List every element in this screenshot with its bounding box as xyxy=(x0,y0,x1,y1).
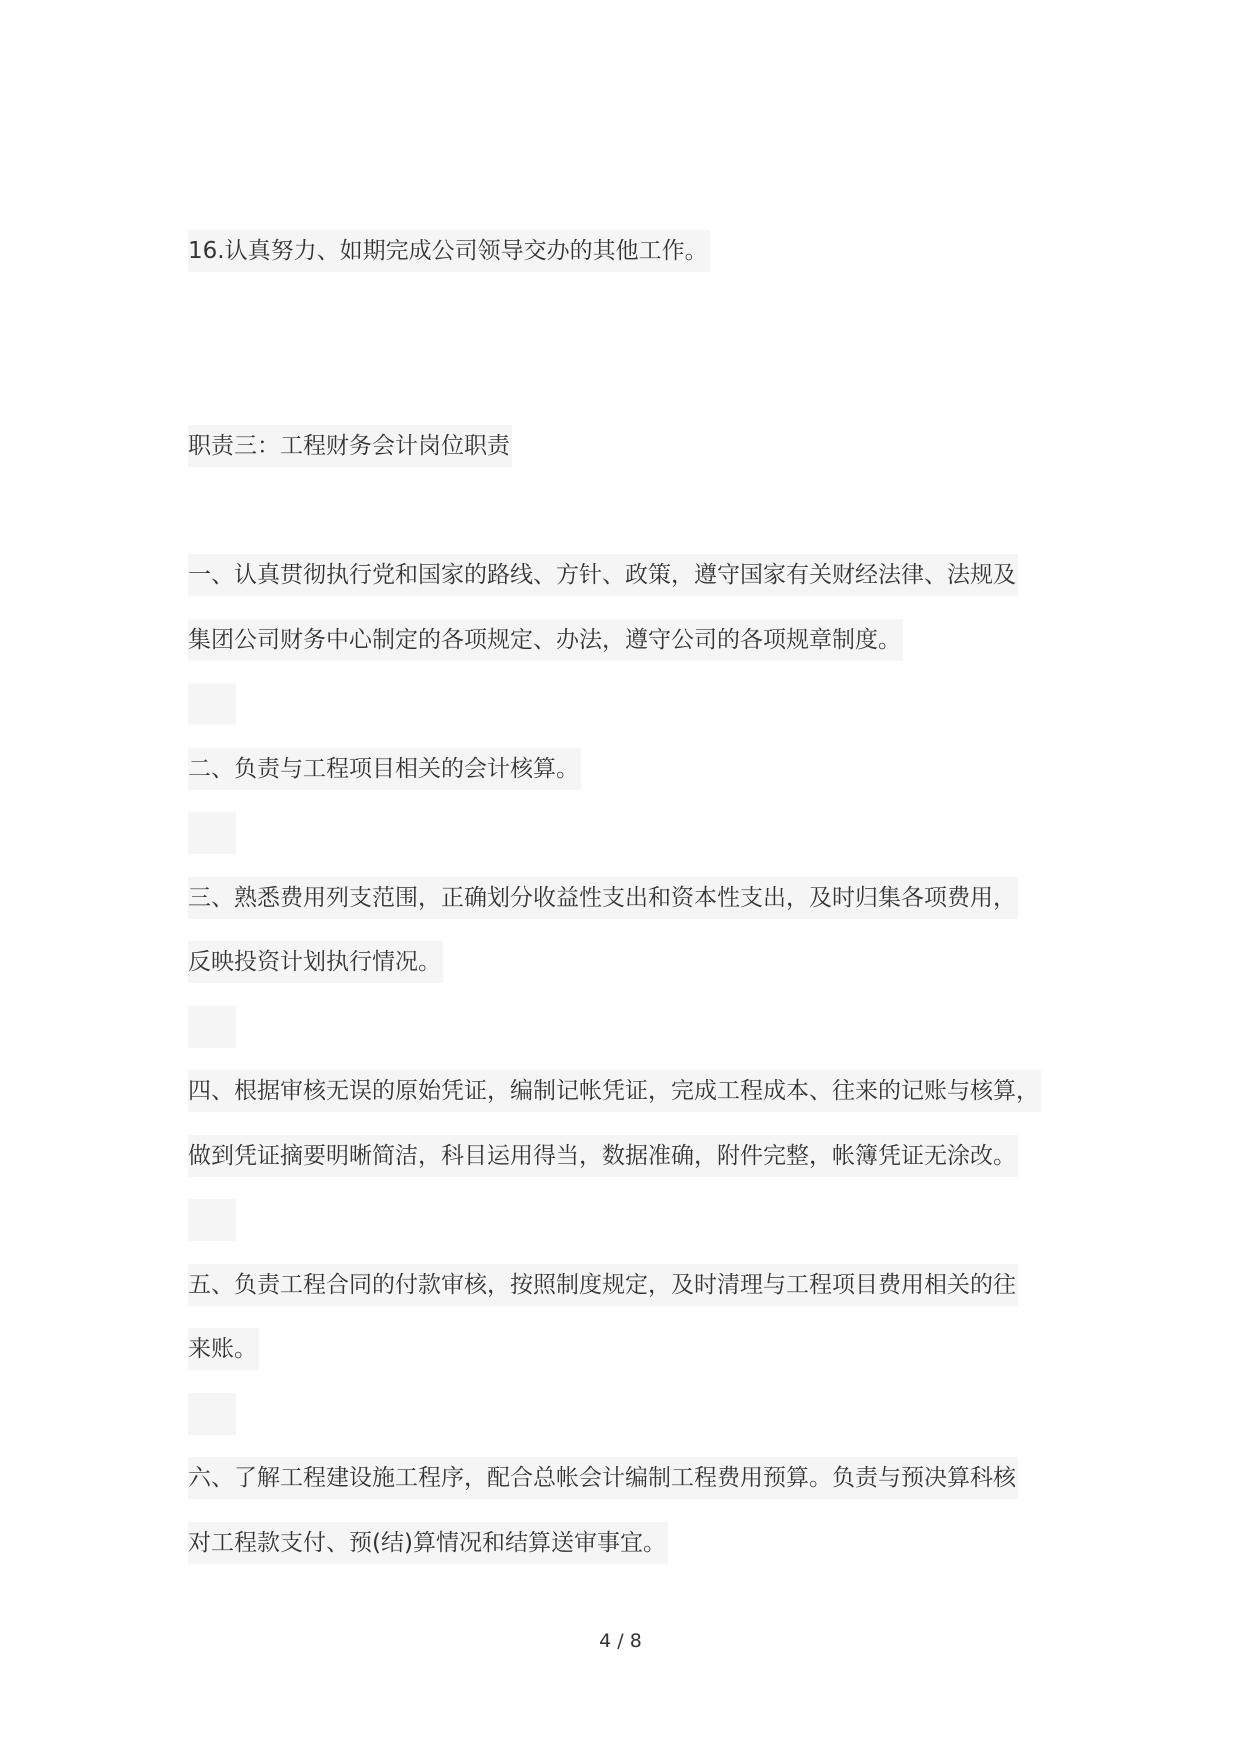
page-number: 4 / 8 xyxy=(599,1630,642,1652)
duty-4-line-1: 四、根据审核无误的原始凭证，编制记帐凭证，完成工程成本、往来的记账与核算， xyxy=(188,1070,1041,1112)
duty-3-line-2: 反映投资计划执行情况。 xyxy=(188,941,443,983)
paragraph-item-16: 16.认真努力、如期完成公司领导交办的其他工作。 xyxy=(188,230,710,272)
duty-6-line-1: 六、了解工程建设施工程序，配合总帐会计编制工程费用预算。负责与预决算科核 xyxy=(188,1457,1018,1499)
blank-line xyxy=(188,683,236,725)
blank-line xyxy=(188,812,236,854)
duty-3-line-1: 三、熟悉费用列支范围，正确划分收益性支出和资本性支出，及时归集各项费用， xyxy=(188,877,1018,919)
duty-5-line-2: 来账。 xyxy=(188,1328,259,1370)
duty-1-line-2: 集团公司财务中心制定的各项规定、办法，遵守公司的各项规章制度。 xyxy=(188,619,903,661)
duty-5-line-1: 五、负责工程合同的付款审核，按照制度规定，及时清理与工程项目费用相关的往 xyxy=(188,1264,1018,1306)
section-heading: 职责三：工程财务会计岗位职责 xyxy=(188,425,512,467)
blank-line xyxy=(188,1199,236,1241)
blank-line xyxy=(188,1393,236,1435)
duty-6-line-2: 对工程款支付、预(结)算情况和结算送审事宜。 xyxy=(188,1522,668,1564)
duty-1-line-1: 一、认真贯彻执行党和国家的路线、方针、政策，遵守国家有关财经法律、法规及 xyxy=(188,554,1018,596)
blank-line xyxy=(188,1006,236,1048)
duty-4-line-2: 做到凭证摘要明晰简洁，科目运用得当，数据准确，附件完整，帐簿凭证无涂改。 xyxy=(188,1135,1018,1177)
duty-2-line-1: 二、负责与工程项目相关的会计核算。 xyxy=(188,748,581,790)
